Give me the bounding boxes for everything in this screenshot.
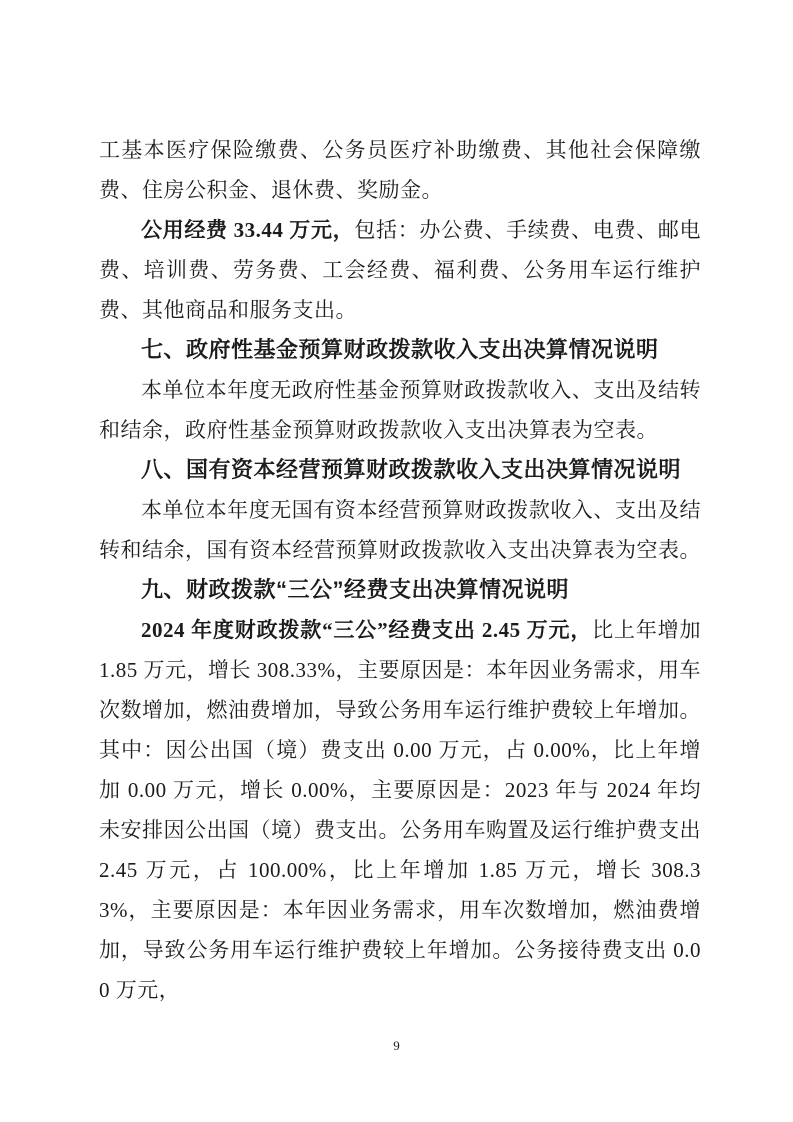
document-content <box>99 130 701 1010</box>
text-segment: 七、政府性基金预算财政拨款收入支出决算情况说明 <box>141 337 659 362</box>
paragraph <box>99 490 701 570</box>
section-heading <box>99 450 701 490</box>
text-segment: 2024 年度财政拨款“三公”经费支出 2.45 万元， <box>141 618 593 642</box>
text-segment: 本单位本年度无政府性基金预算财政拨款收入、支出及结转和结余，政府性基金预算财政拨款收入支出决算表为空表。 <box>99 378 701 442</box>
section-heading <box>99 570 701 610</box>
text-segment: 包括：办公费、手续费、电费、邮电费、培训费、劳务费、工会经费、福利费、公务用车运行维护费、其他商品和服务支出。 <box>99 218 701 322</box>
text-segment: 比上年增加 1.85 万元，增长 308.33%，主要原因是：本年因业务需求，用车次数增加，燃油费增加，导致公务用车运行维护费较上年增加。其中：因公出国（境）费支出 0.00 万元，占 0.00%，比上年增加 0.00 万元，增长 0.00%，主要原因是：2023 年与 2024 年均未安排因公出国（境）费支出。公务用车购置及运行维护费支出 2.45 万元，占 100.00%，比上年增加 1.85 万元，增长 308.33%，主要原因是：本年因业务需求，用车次数增加，燃油费增加，导致公务用车运行维护费较上年增加。公务接待费支出 0.00 万元， <box>99 618 702 1002</box>
text-segment: 公用经费 33.44 万元， <box>141 218 355 242</box>
text-segment: 八、国有资本经营预算财政拨款收入支出决算情况说明 <box>141 457 682 482</box>
paragraph <box>99 210 701 330</box>
text-segment: 九、财政拨款“三公”经费支出决算情况说明 <box>141 577 570 602</box>
paragraph <box>99 610 701 1010</box>
section-heading <box>99 330 701 370</box>
page-number: 9 <box>393 1038 400 1053</box>
text-segment: 本单位本年度无国有资本经营预算财政拨款收入、支出及结转和结余，国有资本经营预算财政拨款收入支出决算表为空表。 <box>99 498 701 562</box>
paragraph <box>99 130 701 210</box>
paragraph <box>99 370 701 450</box>
text-segment: 工基本医疗保险缴费、公务员医疗补助缴费、其他社会保障缴费、住房公积金、退休费、奖励金。 <box>99 138 701 202</box>
